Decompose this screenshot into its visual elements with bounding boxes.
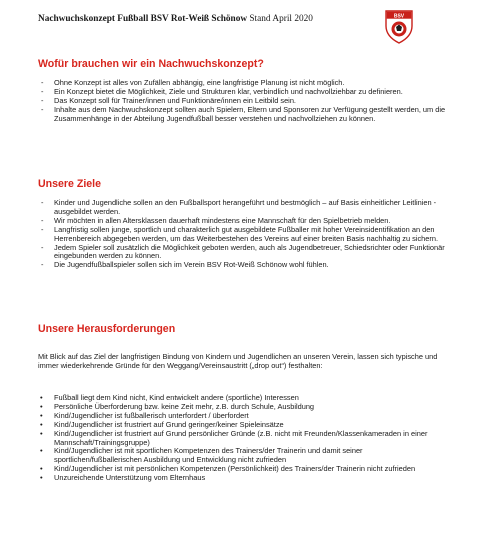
list-item: • Fußball liegt dem Kind nicht, Kind entwickelt andere (sportliche) Interessen [40, 394, 450, 403]
list-item: - Das Konzept soll für Trainer/innen und Funktionäre/innen ein Leitbild sein. [40, 97, 450, 106]
list-item: • Kind/Jugendlicher ist mit sportlichen Kompetenzen des Trainers/der Trainerin und damit seiner sportlichen/fußballerischen Ausbildung und Entwicklung nicht zufrieden [40, 447, 450, 465]
list-item: - Inhalte aus dem Nachwuchskonzept sollten auch Spielern, Eltern und Sponsoren zur Verfügung gestellt werden, um die Zusammenhänge in der Abteilung Jugendfußball besser verstehen und nachvollziehen zu können. [40, 106, 450, 124]
club-crest-icon [384, 8, 414, 44]
list-item: • Kind/Jugendlicher ist frustriert auf Grund geringer/keiner Spieleinsätze [40, 421, 450, 430]
list-item: • Kind/Jugendlicher ist frustriert auf Grund persönlicher Gründe (z.B. nicht mit Freunden/Klassenkameraden in einer Mannschaft/Trainingsgruppe) [40, 430, 450, 448]
section-heading-challenges: Unsere Herausforderungen [38, 323, 176, 335]
list-item: • Kind/Jugendlicher ist fußballerisch unterfordert / überfordert [40, 412, 450, 421]
why-bullet-list [40, 79, 450, 124]
list-item: - Wir möchten in allen Altersklassen dauerhaft mindestens eine Mannschaft für den Spielbetrieb melden. [40, 217, 450, 226]
list-item: - Ein Konzept bietet die Möglichkeit, Ziele und Strukturen klar, verbindlich und nachvollziehbar zu definieren. [40, 88, 450, 97]
challenges-bullet-list [40, 394, 450, 483]
list-item: • Kind/Jugendlicher ist mit persönlichen Kompetenzen (Persönlichkeit) des Trainers/der Trainerin nicht zufrieden [40, 465, 450, 474]
club-crest-label: BSV [393, 13, 405, 20]
list-item: - Jedem Spieler soll zusätzlich die Möglichkeit geboten werden, auch als Jugendbetreuer, Schiedsrichter oder Funktionär eingebunden werden zu können. [40, 244, 450, 262]
document-title: Nachwuchskonzept Fußball BSV Rot-Weiß Schönow [38, 14, 248, 24]
document-date: Stand April 2020 [249, 14, 313, 24]
list-item: - Kinder und Jugendliche sollen an den Fußballsport herangeführt und bestmöglich – auf Basis einheitlicher Leitlinien - ausgebildet werden. [40, 199, 450, 217]
challenges-intro: Mit Blick auf das Ziel der langfristigen Bindung von Kindern und Jugendlichen an unseren Verein, lassen sich typische und immer wiederkehrende Gründe für den Weggang/Vereinsaustritt („drop out“) festhalten: [38, 352, 438, 370]
section-heading-goals: Unsere Ziele [38, 178, 102, 190]
section-heading-why: Wofür brauchen wir ein Nachwuchskonzept? [38, 58, 264, 70]
goals-bullet-list [40, 199, 450, 270]
list-item: - Langfristig sollen junge, sportlich und charakterlich gut ausgebildete Fußballer mit hoher Vereinsidentifikation an den Herrenbereich abgegeben werden, um das Weiterbestehen des Vereins auf einer breiten Basis nachhaltig zu sichern. [40, 226, 450, 244]
document-header [38, 14, 368, 24]
list-item: - Ohne Konzept ist alles von Zufällen abhängig, eine langfristige Planung ist nicht möglich. [40, 79, 450, 88]
list-item: - Die Jugendfußballspieler sollen sich im Verein BSV Rot-Weiß Schönow wohl fühlen. [40, 261, 450, 270]
list-item: • Persönliche Überforderung bzw. keine Zeit mehr, z.B. durch Schule, Ausbildung [40, 403, 450, 412]
list-item: • Unzureichende Unterstützung vom Elternhaus [40, 474, 450, 483]
